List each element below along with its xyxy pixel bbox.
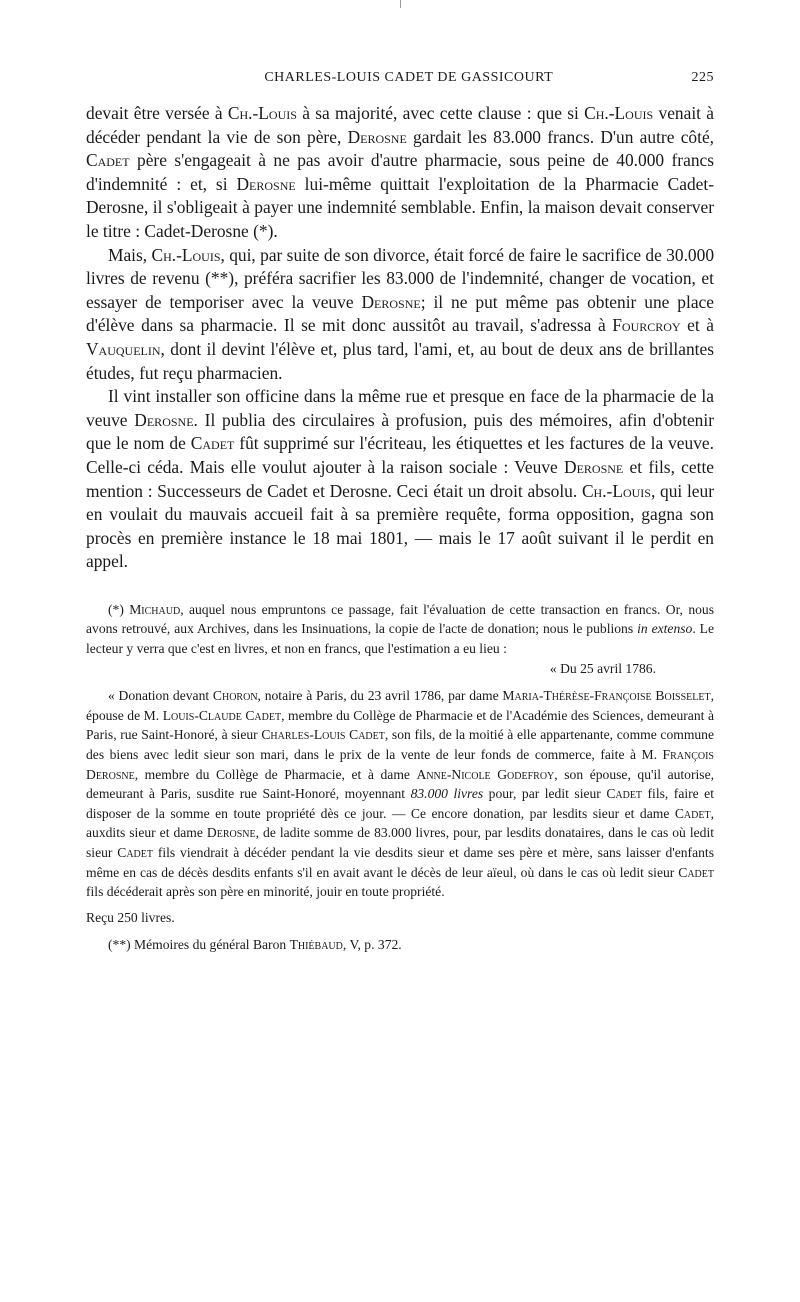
- text-run: , V, p. 372.: [342, 937, 402, 953]
- text-run: , son fils, de la moitié à elle appartenante, comme commune des biens avec ledit sieur son mari, dans le prix de la vente de leur fonds de commerce, faite à M.: [86, 727, 715, 763]
- body-text: [86, 102, 714, 574]
- italic-run: 83.000 livres: [410, 786, 484, 802]
- text-run: , notaire à Paris, du 23 avril 1786, par dame: [257, 688, 503, 704]
- person-name: François Derosne: [86, 747, 714, 782]
- text-run: à sa majorité, avec cette clause : que si: [296, 103, 585, 123]
- text-run: , dont il devint l'élève et, plus tard, l'ami, et, au bout de deux ans de brillantes études, fut reçu pharmacien.: [86, 338, 714, 383]
- page-number: 225: [691, 70, 714, 85]
- text-run: gardait les 83.000 francs. D'un autre côté,: [406, 126, 715, 147]
- text-run: , auxdits sieur et dame: [86, 805, 714, 841]
- person-name: Cadet: [86, 150, 130, 171]
- person-name: Ch.-Louis: [151, 244, 221, 265]
- footnote-1: [86, 600, 714, 659]
- text-run: , membre du Collège de Pharmacie, et à dame: [134, 766, 417, 782]
- person-name: Cadet: [117, 845, 153, 860]
- person-name: Cadet: [674, 805, 711, 821]
- text-run: (*): [108, 601, 130, 617]
- person-name: Derosne: [236, 173, 296, 194]
- person-name: Louis-Claude Cadet: [162, 707, 282, 723]
- text-run: pour, par ledit sieur: [483, 786, 607, 802]
- text-run: , qui leur en voulait du mauvais accueil fait à sa première requête, forma opposition, gagna son procès en première instance le 18 mai 1801, — mais le 17 août suivant il le perdit en appel.: [86, 480, 714, 572]
- paragraph-2: [86, 244, 714, 386]
- person-name: Cadet: [190, 433, 235, 454]
- deed-text: [86, 686, 714, 902]
- text-run: fils décéderait après son père en minorité, jouir en toute propriété.: [86, 884, 445, 900]
- page-header: [86, 70, 714, 96]
- person-name: Ch.-Louis: [581, 480, 651, 501]
- person-name: Ch.-Louis: [584, 103, 654, 123]
- text-run: , qui, par suite de son divorce, était forcé de faire le sacrifice de 30.000 livres de revenu (**), préféra sacrifier les 83.000 de l'indemnité, changer de vocation, et essayer de temporiser avec la veuve: [86, 244, 715, 312]
- person-name: Thiébaud: [289, 937, 343, 953]
- person-name: Derosne: [347, 126, 407, 147]
- text-run: , auquel nous empruntons ce passage, fait l'évaluation de cette transaction en francs. Or, nous avons retrouvé, aux Archives, dans les Insinuations, la copie de l'acte de donation; nous le publions: [86, 601, 714, 637]
- person-name: Choron: [212, 688, 258, 704]
- person-name: Anne-Nicole Godefroy: [416, 766, 555, 782]
- footnote-2: [86, 935, 714, 955]
- person-name: Derosne: [206, 825, 256, 841]
- person-name: Fourcroy: [612, 315, 681, 336]
- text-run: et à: [680, 315, 714, 336]
- paragraph-1: [86, 102, 714, 244]
- text-run: Il vint installer son officine dans la même rue et presque en face de la pharmacie de la veuve: [86, 386, 714, 430]
- text-run: devait être versée à: [86, 103, 228, 123]
- person-name: Maria-Thérèse-Françoise Boisselet: [502, 688, 711, 704]
- text-run: « Donation devant: [108, 688, 213, 704]
- text-run: fils, faire et disposer de la somme en toute propriété dès ce jour. — Ce encore donation, par lesdits sieur et dame: [86, 786, 714, 821]
- deed-receipt: Reçu 250 livres.: [86, 909, 175, 925]
- document-page: [86, 70, 714, 955]
- footnotes: [86, 600, 714, 955]
- text-run: , épouse de M.: [86, 688, 714, 723]
- text-run: (**) Mémoires du général Baron: [108, 937, 290, 953]
- person-name: Derosne: [564, 456, 624, 477]
- text-run: et fils, cette mention : Successeurs de Cadet et Derosne. Ceci était un droit absolu.: [86, 456, 714, 501]
- running-title: CHARLES-LOUIS CADET DE GASSICOURT: [264, 70, 554, 85]
- person-name: Derosne: [361, 291, 421, 312]
- paragraph-3: [86, 385, 714, 574]
- person-name: Cadet: [606, 786, 643, 802]
- person-name: Cadet: [678, 864, 714, 880]
- text-run: , de ladite somme de 83.000 livres, pour, par lesdits donataires, dans le cas où ledit sieur: [86, 825, 714, 860]
- person-name: Michaud: [129, 601, 181, 617]
- text-run: père s'engageait à ne pas avoir d'autre pharmacie, sous peine de 40.000 francs d'indemnité : et, si: [86, 150, 714, 194]
- text-run: venait à décéder pendant la vie de son père,: [86, 103, 715, 147]
- italic-run: in extenso: [637, 621, 693, 637]
- person-name: Charles-Louis Cadet: [261, 727, 385, 743]
- text-run: , membre du Collège de Pharmacie et de l'Académie des Sciences, demeurant à Paris, rue Saint-Honoré, à sieur: [86, 707, 714, 743]
- text-run: lui-même quittait l'exploitation de la Pharmacie Cadet-Derosne, il s'obligeait à payer une indemnité semblable. Enfin, la maison devait conserver le titre : Cadet-Derosne (*).: [86, 173, 714, 241]
- text-run: Mais,: [108, 244, 152, 265]
- deed-date-line: « Du 25 avril 1786.: [549, 660, 656, 676]
- text-run: , son épouse, qu'il autorise, demeurant à Paris, susdite rue Saint-Honoré, moyennant: [86, 766, 714, 802]
- person-name: Ch.-Louis: [227, 103, 297, 123]
- person-name: Derosne: [134, 409, 194, 430]
- scan-mark: [400, 0, 401, 8]
- person-name: Vauquelin: [86, 338, 161, 359]
- text-run: ; il ne put même pas obtenir une place d'élève dans sa pharmacie. Il se mit donc aussitôt au travail, s'adressa à: [86, 291, 714, 336]
- text-run: fils viendrait à décéder pendant la vie desdits sieur et dame ses père et mère, sans laisser d'enfants même en cas de décès desdits enfants s'il en avait avant le décès de leur aïeul, où dans le cas où ledit sieur: [86, 845, 714, 880]
- text-run: fût supprimé sur l'écriteau, les étiquettes et les factures de la veuve. Celle-ci céda. Mais elle voulut ajouter à la raison sociale : Veuve: [86, 433, 714, 477]
- text-run: . Il publia des circulaires à profusion, puis des mémoires, afin d'obtenir que le nom de: [86, 409, 714, 454]
- text-run: . Le lecteur y verra que c'est en livres, et non en francs, que l'estimation a eu lieu :: [86, 621, 715, 657]
